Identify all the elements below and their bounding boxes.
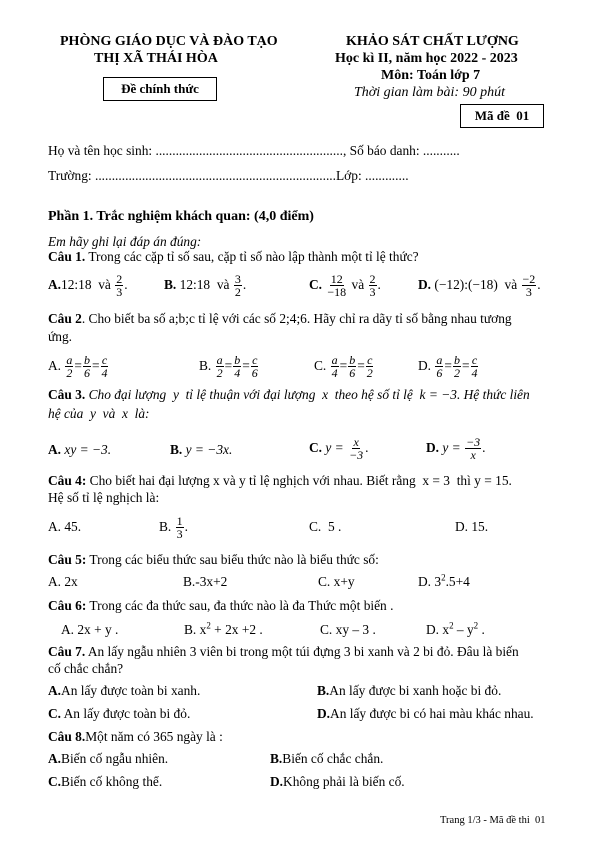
district-name: THỊ XÃ THÁI HÒA bbox=[94, 51, 218, 66]
q4-stem-cont: Hệ số tỉ lệ nghịch là: bbox=[48, 490, 160, 505]
part1-instruction: Em hãy ghi lại đáp án đúng: bbox=[48, 234, 202, 249]
q2-option-b: B. $\frac{a}{2}$ = $\frac{b}{4}$ = $\frac{c}{6}$ bbox=[199, 352, 258, 380]
student-name-line: Họ và tên học sinh: ........................................................, Số báo danh: ........... bbox=[48, 143, 460, 158]
school-class-line: Trường: ........................................................................Lớp: ............. bbox=[48, 168, 409, 183]
q2-option-a: A. $\frac{a}{2}$ = $\frac{b}{6}$ = $\frac{c}{4}$ bbox=[48, 352, 108, 380]
q4-option-a: A. 45. bbox=[48, 519, 82, 534]
exam-code-box bbox=[460, 104, 544, 128]
official-box bbox=[103, 77, 217, 101]
q3-option-a: A. xy = −3. bbox=[48, 442, 112, 457]
department-name: PHÒNG GIÁO DỤC VÀ ĐÀO TẠO bbox=[60, 34, 278, 49]
exam-title: KHẢO SÁT CHẤT LƯỢNG bbox=[346, 34, 519, 49]
q3-label: Câu 3. bbox=[48, 387, 86, 402]
exam-code: Mã đề 01 bbox=[474, 108, 530, 123]
q7-text: An lấy ngẫu nhiên 3 viên bi trong một túi đựng 3 bi xanh và 2 bi đỏ. Đâu là biến bbox=[85, 644, 519, 659]
q4-option-b: B. $\frac{1}{3}$ . bbox=[159, 513, 188, 541]
q4-stem bbox=[48, 473, 512, 489]
q1-option-c: C. $\frac{12}{-18}$ và $\frac{2}{3}$ . bbox=[309, 271, 381, 299]
q2-stem-cont: ứng. bbox=[48, 329, 72, 344]
q3-stem-cont: hệ của y và x là: bbox=[48, 406, 150, 421]
q8-label: Câu 8. bbox=[48, 729, 86, 744]
q3-text: Cho đại lượng y tỉ lệ thuận với đại lượng x theo hệ số tỉ lệ k = −3. Hệ thức liên bbox=[85, 387, 530, 402]
part1-title: Phần 1. Trắc nghiệm khách quan: (4,0 điểm) bbox=[48, 209, 314, 224]
q5-stem bbox=[48, 552, 379, 568]
q4-option-c: C. 5 . bbox=[309, 519, 342, 534]
q8-text: Một năm có 365 ngày là : bbox=[85, 729, 223, 744]
q8-option-c: C.Biến cố không thể. bbox=[48, 774, 163, 789]
q5-option-d: D. $3^2.5+4$ bbox=[418, 572, 470, 589]
q8-stem bbox=[48, 729, 223, 745]
q2-text: . Cho biết ba số a;b;c tỉ lệ với các số 2;4;6. Hãy chỉ ra dãy tỉ số bằng nhau tương bbox=[81, 311, 512, 326]
q1-text: Trong các cặp tỉ số sau, cặp tỉ số nào lập thành một tỉ lệ thức? bbox=[85, 249, 419, 264]
q6-text: Trong các đa thức sau, đa thức nào là đa Thức một biến . bbox=[86, 598, 394, 613]
q5-label: Câu 5: bbox=[48, 552, 87, 567]
q7-stem-cont: cố chắc chắn? bbox=[48, 661, 124, 676]
q2-stem bbox=[48, 311, 512, 327]
official-label: Đề chính thức bbox=[121, 81, 199, 96]
q2-option-c: C. $\frac{a}{4}$ = $\frac{b}{6}$ = $\frac{c}{2}$ bbox=[314, 352, 373, 380]
q1-option-a: A. 12:18 và $\frac{2}{3}$ . bbox=[48, 271, 128, 299]
q3-option-b: B. y = −3x. bbox=[170, 442, 233, 457]
q6-label: Câu 6: bbox=[48, 598, 87, 613]
q3-option-c: C. y = $\frac{x}{-3}$ . bbox=[309, 434, 369, 462]
subject: Môn: Toán lớp 7 bbox=[381, 68, 481, 83]
page-footer: Trang 1/3 - Mã đề thi 01 bbox=[440, 815, 546, 826]
q1-label: Câu 1. bbox=[48, 249, 86, 264]
q1-option-d: D. (−12):(−18) và $\frac{-2}{3}$ . bbox=[418, 271, 541, 299]
q3-stem bbox=[48, 387, 530, 403]
q6-option-a: A. 2x + y . bbox=[61, 622, 119, 637]
q5-text: Trong các biểu thức sau biểu thức nào là biểu thức số: bbox=[86, 552, 379, 567]
q4-text: Cho biết hai đại lượng x và y tỉ lệ nghịch với nhau. Biết rằng x = 3 thì y = 15. bbox=[86, 473, 512, 488]
q3-option-d: D. y = $\frac{-3}{x}$ . bbox=[426, 434, 486, 462]
q7-stem bbox=[48, 644, 519, 660]
q7-option-c: C. An lấy được toàn bi đỏ. bbox=[48, 706, 191, 721]
q1-option-b: B. 12:18 và $\frac{3}{2}$ . bbox=[164, 271, 247, 299]
q4-option-d: D. 15. bbox=[455, 519, 489, 534]
q6-option-c: C. xy – 3 . bbox=[320, 622, 376, 637]
duration: Thời gian làm bài: 90 phút bbox=[354, 85, 505, 100]
q6-stem bbox=[48, 598, 393, 614]
q7-option-a: A.An lấy được toàn bi xanh. bbox=[48, 683, 201, 698]
q8-option-d: D.Không phải là biến cố. bbox=[270, 774, 405, 789]
q2-option-d: D. $\frac{a}{6}$ = $\frac{b}{2}$ = $\frac{c}{4}$ bbox=[418, 352, 478, 380]
q1-stem bbox=[48, 249, 419, 265]
q4-label: Câu 4: bbox=[48, 473, 87, 488]
q8-option-b: B.Biến cố chắc chắn. bbox=[270, 751, 384, 766]
q7-option-d: D.An lấy được bi có hai màu khác nhau. bbox=[317, 706, 534, 721]
q2-label: Câu 2 bbox=[48, 311, 82, 326]
q8-option-a: A.Biến cố ngẫu nhiên. bbox=[48, 751, 169, 766]
q5-option-b: B.-3x+2 bbox=[183, 574, 228, 589]
school-year: Học kì II, năm học 2022 - 2023 bbox=[335, 51, 518, 66]
q7-option-b: B.An lấy được bi xanh hoặc bi đỏ. bbox=[317, 683, 502, 698]
q5-option-a: A. 2x bbox=[48, 574, 78, 589]
q5-option-c: C. x+y bbox=[318, 574, 355, 589]
q6-option-d: D. $x^2 - y^2$ . bbox=[426, 620, 485, 637]
q6-option-b: B. $x^2 + 2x +2$ . bbox=[184, 620, 263, 637]
q7-label: Câu 7. bbox=[48, 644, 86, 659]
